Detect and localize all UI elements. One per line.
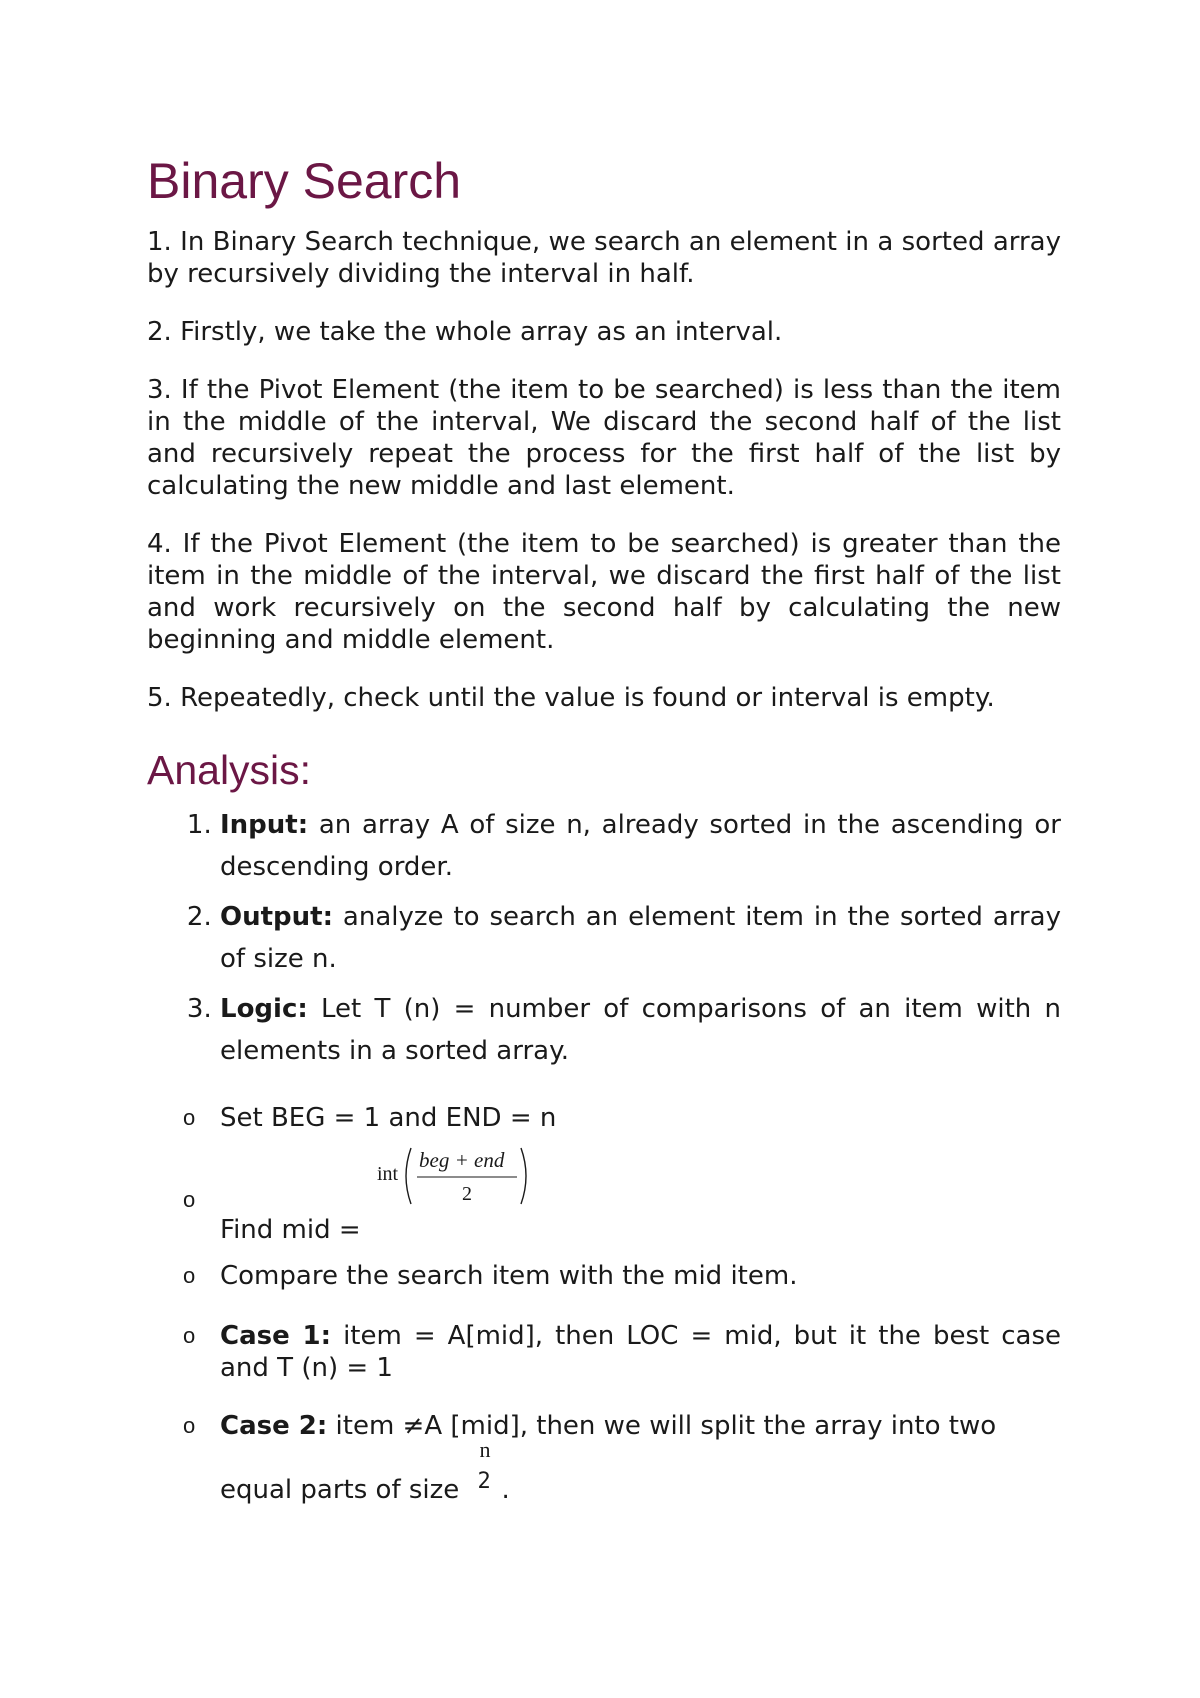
step-3: 3. If the Pivot Element (the item to be searched) is less than the item in the middle of the interval, We discard the second half of the list and recursively repeat the process for the first half of the list by calculating the new middle and last element. [147, 375, 1061, 501]
analysis-item-text: an array A of size n, already sorted in the ascending or descending order. [220, 810, 1061, 882]
case-2-second-line [220, 1437, 1061, 1506]
analysis-item-text: Let T (n) = number of comparisons of an item with n elements in a sorted array. [220, 994, 1061, 1066]
bullet-text: Set BEG = 1 and END = n [220, 1103, 557, 1133]
bullet-find-mid [147, 1150, 1061, 1246]
fraction-denominator: 2 [477, 1469, 491, 1494]
analysis-item-logic [220, 988, 1061, 1072]
case-text: equal parts of size [220, 1475, 460, 1505]
analysis-item-label: Logic: [220, 994, 308, 1024]
bullet-marker: o [183, 1105, 196, 1130]
algorithm-bullets [147, 1102, 1061, 1506]
bullet-marker: o [183, 1187, 196, 1212]
left-paren [406, 1148, 411, 1204]
bullet-marker: o [183, 1413, 196, 1438]
bullet-case-2 [147, 1410, 1061, 1506]
formula-denominator: 2 [461, 1183, 472, 1205]
case-text-end: . [501, 1475, 510, 1505]
bullet-text: Find mid = [220, 1215, 361, 1245]
step-4: 4. If the Pivot Element (the item to be searched) is greater than the item in the middle of the interval, we discard the first half of the list and work recursively on the second half by calculating the new beginning and middle element. [147, 529, 1061, 655]
half-fraction [468, 1437, 502, 1498]
bullet-marker: o [183, 1263, 196, 1288]
bullet-case-1 [147, 1320, 1061, 1384]
case-text: item ≠A [mid], then we will split the array into two [327, 1411, 997, 1441]
analysis-item-text: analyze to search an element item in the sorted array of size n. [220, 902, 1061, 974]
analysis-item-label: Output: [220, 902, 333, 932]
mid-formula [373, 1148, 533, 1244]
bullet-text: Compare the search item with the mid item. [220, 1261, 798, 1291]
document-page [147, 150, 1061, 1506]
bullet-compare [147, 1260, 1061, 1292]
case-text: item = A[mid], then LOC = mid, but it the best case and T (n) = 1 [220, 1321, 1061, 1383]
page-title: Binary Search [147, 153, 462, 209]
bullet-set-beg-end [147, 1102, 1061, 1134]
mid-formula-svg [373, 1140, 533, 1210]
step-5: 5. Repeatedly, check until the value is found or interval is empty. [147, 683, 995, 713]
formula-numerator: beg + end [418, 1148, 505, 1172]
analysis-item-input [220, 804, 1061, 888]
fraction-numerator: n [479, 1437, 491, 1462]
case-label: Case 2: [220, 1411, 328, 1441]
step-1: 1. In Binary Search technique, we search an element in a sorted array by recursively dividing the interval in half. [147, 227, 1061, 289]
bullet-marker: o [183, 1323, 196, 1348]
analysis-item-label: Input: [220, 810, 309, 840]
step-2: 2. Firstly, we take the whole array as an interval. [147, 317, 783, 347]
formula-func: int [376, 1163, 399, 1185]
case-label: Case 1: [220, 1321, 332, 1351]
right-paren [521, 1148, 526, 1204]
analysis-list [147, 804, 1061, 1072]
analysis-heading: Analysis: [147, 747, 312, 793]
analysis-item-output [220, 896, 1061, 980]
